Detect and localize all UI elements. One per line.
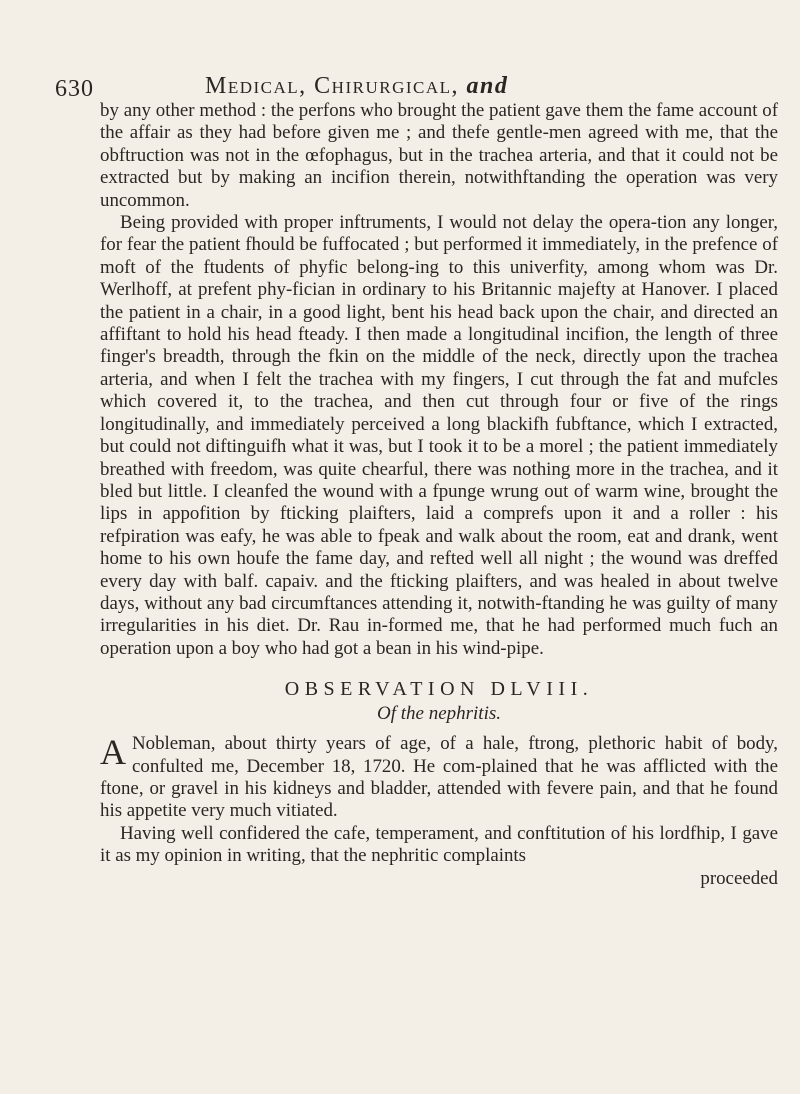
paragraph-nobleman xyxy=(100,733,778,823)
paragraph-nobleman-text: Nobleman, about thirty years of age, of a hale, ftrong, plethoric habit of body, confulted me, December 18, 1720. He com-plained that he was afflicted with the ftone, or gravel in his kidneys and bladder, attended with fevere pain, and that he found his appetite very much vitiated. xyxy=(100,733,778,822)
page-number: 630 xyxy=(55,76,94,102)
running-head xyxy=(205,73,508,100)
catchword: proceeded xyxy=(700,867,778,889)
text-block xyxy=(100,100,778,890)
running-head-and: and xyxy=(466,73,509,99)
running-head-title: Medical, Chirurgical, xyxy=(205,73,460,99)
drop-cap: A xyxy=(100,732,126,773)
observation-subtitle: Of the nephritis. xyxy=(376,703,502,725)
paragraph-operation: Being provided with proper inftruments, I would not delay the opera-tion any longer, for fear the patient fhould be fuffocated ; but performed it immediately, in the prefence of moft of the ftudents of phyfic belong-ing to this univerfity, among whom was Dr. Werlhoff, at prefent phy-fician in ordinary to his Britannic majefty at Hanover. I placed the patient in a chair, in a good light, bent his head back upon the chair, and directed an affiftant to hold his head fteady. I then made a longitudinal incifion, the length of three finger's breadth, through the fkin on the middle of the neck, directly upon the trachea arteria, and when I felt the trachea with my fingers, I cut through the fat and mufcles which covered it, to the trachea, and then cut through four or five of the rings longitudinally, and immediately perceived a long blackifh fubftance, which I extracted, but could not diftinguifh what it was, but I took it to be a morel ; the patient immediately breathed with freedom, was quite chearful, there was nothing more in the trachea, and it bled but little. I cleanfed the wound with a fpunge wrung out of warm wine, brought the lips in appofition by fticking plaifters, laid a comprefs upon it and a roller : his refpiration was eafy, he was able to fpeak and walk about the room, eat and drank, went home to his own houfe the fame day, and refted well all night ; the wound was dreffed every day with balf. capaiv. and the fticking plaifters, and was healed in about twelve days, without any bad circumftances attending it, notwith-ftanding he was guilty of many irregularities in his diet. Dr. Rau in-formed me, that he had performed much fuch an operation upon a boy who had got a bean in his wind-pipe. xyxy=(100,212,778,659)
observation-heading: OBSERVATION DLVIII. xyxy=(284,678,594,701)
paragraph-continuation: by any other method : the perfons who brought the patient gave them the fame account of the affair as they had before given me ; and thefe gentle-men agreed with me, that the obftruction was not in the œfophagus, but in the trachea arteria, and that it could not be extracted but by making an incifion therein, notwithftanding the operation was very uncommon. xyxy=(100,100,778,211)
paragraph-opinion: Having well confidered the cafe, temperament, and conftitution of his lordfhip, I gave it as my opinion in writing, that the nephritic complaints xyxy=(100,822,778,867)
